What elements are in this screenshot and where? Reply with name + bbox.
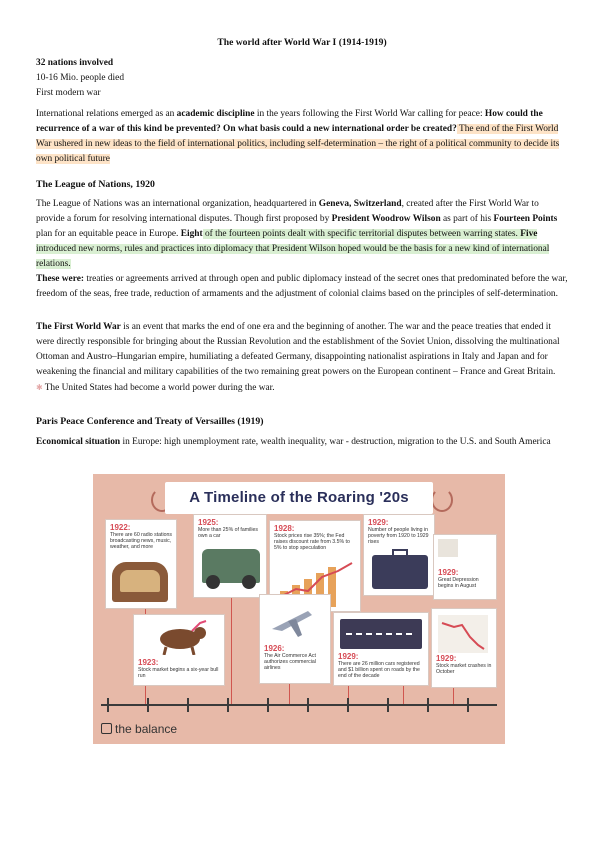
intro-line-nations: 32 nations involved [36, 58, 114, 68]
decorative-curl-icon [431, 488, 453, 512]
the-balance-logo [101, 722, 177, 736]
radio-icon [112, 562, 168, 602]
logo-text: the balance [115, 722, 178, 736]
card-text: More than 25% of families own a car [198, 527, 258, 540]
timeline-tick [387, 698, 389, 712]
intro-line-modern-war: First modern war [36, 88, 101, 98]
highlighted-text: introduced new norms, rules and practices into diplomacy that President Wilson hoped would be the basis for a new kind of international relations. [36, 244, 550, 269]
text-run: plan for an equitable peace in Europe. [36, 229, 181, 239]
card-text: There are 26 million cars registered and $1 billion spent on roads by the end of the decade [338, 661, 420, 680]
text-run: in Europe: high unemployment rate, wealth inequality, war - destruction, migration to the U.S. and South America [120, 437, 551, 447]
text-run-bold: President Woodrow Wilson [331, 214, 441, 224]
card-year: 1928: [274, 524, 295, 533]
timeline-card-1923-bull [133, 614, 225, 686]
timeline-card-1929-crash [431, 608, 497, 688]
highlighted-text: The end of the First World War ushered in new ideas to the field of international politics, including self-determination – the right of a political community to decide its own political future [36, 124, 560, 164]
card-year: 1922: [110, 523, 131, 532]
text-run-bold: Eight [180, 229, 203, 239]
intro-line-deaths: 10-16 Mio. people died [36, 73, 125, 83]
card-year: 1926: [264, 644, 285, 653]
intro-facts [36, 56, 568, 101]
ww1-paragraph [36, 320, 568, 396]
text-run-bold: How could the recurrence of a war of this kind be prevented? On what basis could a new international order be created? [36, 109, 543, 134]
timeline-card-1922-radio [105, 519, 177, 609]
paris-section [36, 414, 568, 429]
newspaper-icon [438, 539, 458, 557]
text-run-bold: Five [520, 229, 538, 239]
timeline-card-1925-car [193, 514, 267, 598]
crash-chart-icon [438, 615, 488, 653]
text-run: as part of his [440, 214, 494, 224]
suitcase-icon [372, 555, 428, 589]
timeline-tick [267, 698, 269, 712]
text-run: The League of Nations was an international organization, headquartered in [36, 199, 319, 209]
card-year: 1925: [198, 518, 219, 527]
timeline-tick [427, 698, 429, 712]
card-year: 1923: [138, 658, 159, 667]
bullet-item [36, 380, 568, 396]
card-year: 1929: [368, 518, 389, 527]
infographic-title: A Timeline of the Roaring '20s [165, 482, 433, 514]
league-heading: The League of Nations, 1920 [36, 179, 155, 190]
roaring-20s-infographic [93, 474, 505, 744]
bull-icon [144, 619, 214, 655]
card-year: 1929: [438, 568, 459, 577]
highlighted-text: of the fourteen points dealt with specific territorial disputes between warring states. [202, 229, 521, 239]
league-paragraph [36, 197, 568, 302]
league-section [36, 177, 568, 192]
timeline-tick [347, 698, 349, 712]
paris-heading: Paris Peace Conference and Treaty of Versailles (1919) [36, 416, 264, 427]
timeline-tick [187, 698, 189, 712]
card-text: Stock market begins a six-year bull run [138, 667, 219, 680]
bullet-text: The United States had become a world power during the war. [44, 383, 275, 393]
timeline-card-1929-poverty [363, 514, 435, 596]
card-year: 1929: [338, 652, 359, 661]
timeline-tick [147, 698, 149, 712]
timeline-card-1926-air [259, 594, 331, 684]
text-run-bold: Fourteen Points [493, 214, 558, 224]
text-run-bold: These were: [36, 274, 84, 284]
the-balance-logo-icon [101, 723, 112, 734]
card-text: Stock prices rise 35%; the Fed raises discount rate from 3.5% to 5% to stop speculation [274, 533, 350, 552]
airplane-icon [268, 601, 324, 641]
card-year: 1929: [436, 654, 457, 663]
text-run: in the years following the First World War calling for peace: [254, 109, 485, 119]
text-run-bold: academic discipline [176, 109, 255, 119]
timeline-card-1929-roads [333, 612, 429, 686]
timeline-tick [107, 698, 109, 712]
card-text: Stock market crashes in October [436, 663, 492, 676]
timeline-tick [307, 698, 309, 712]
text-run: , created after the First World War to provide a forum for resolving international disputes. Though first proposed by [36, 199, 539, 224]
text-run: International relations emerged as an [36, 109, 177, 119]
timeline-tick [227, 698, 229, 712]
timeline-pin [231, 594, 232, 704]
intro-paragraph [36, 107, 568, 167]
text-run: is an event that marks the end of one era and the beginning of another. The war and the peace treaties that ended it were directly responsible for bringing about the Russian Revolution and the establishment of the Soviet Union, dissolving the multinational Ottoman and Austro–Hungarian empire, humiliating a defeated Germany, disappointing nationalist aspirations in Italy and Japan and for weakening the financial and military capabilities of the two remaining great powers on the European continent – France and Great Britain. [36, 322, 560, 377]
card-text: There are 60 radio stations broadcasting news, music, weather, and more [110, 532, 172, 551]
text-run-bold: Economical situation [36, 437, 121, 447]
timeline-card-1929-depression [433, 534, 497, 600]
timeline-tick [467, 698, 469, 712]
star-bullet-icon: ✱ [36, 383, 43, 392]
card-text: Great Depression begins in August [438, 577, 479, 590]
text-run-bold: Geneva, Switzerland [318, 199, 402, 209]
timeline-axis [101, 704, 497, 706]
car-icon [202, 549, 260, 583]
text-run-bold: The First World War [36, 322, 121, 332]
card-text: Number of people living in poverty from 1920 to 1929 rises [368, 527, 429, 546]
text-run: treaties or agreements arrived at through open and public diplomacy instead of the secret ones that predominated before the war, freedom of the seas, free trade, reduction of armaments and the adjustment of colonial claims based on the principles of self-determination. [36, 274, 568, 299]
card-text: The Air Commerce Act authorizes commercial airlines [264, 653, 316, 672]
road-icon [340, 619, 422, 649]
paris-paragraph [36, 435, 568, 450]
page-title: The world after World War I (1914-1919) [217, 37, 387, 48]
